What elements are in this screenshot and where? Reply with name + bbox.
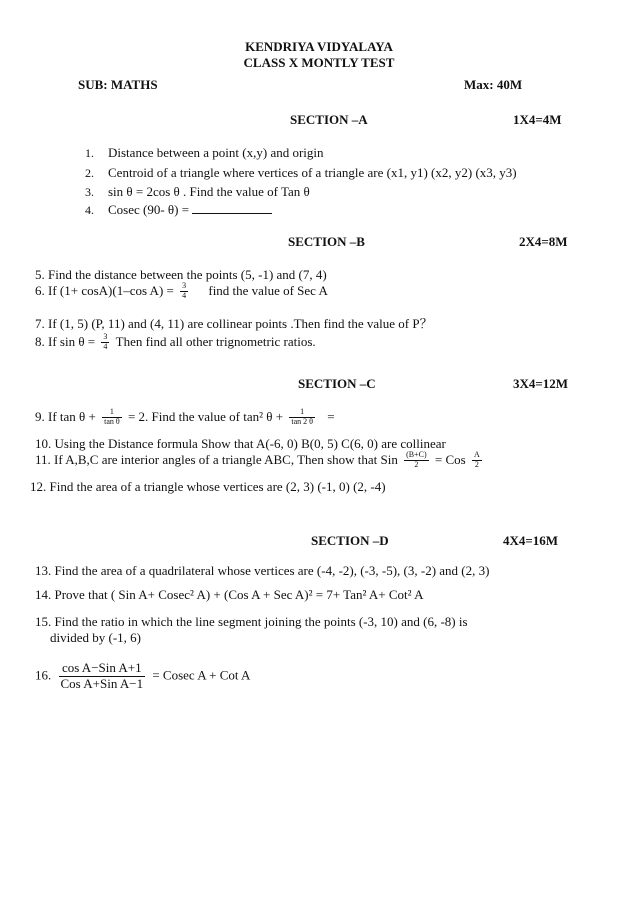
- q4-text: Cosec (90- θ) =: [108, 202, 190, 217]
- section-d-marks: 4X4=16M: [503, 533, 559, 548]
- q1-text: Distance between a point (x,y) and origin: [108, 145, 324, 160]
- school-name: KENDRIYA VIDYALAYA: [245, 39, 393, 54]
- q9-text-end: =: [327, 409, 335, 424]
- q11-fraction-2: $\frac{A}{2}$: [473, 450, 480, 469]
- q10-text: 10. Using the Distance formula Show that A(-6, 0) B(0, 5) C(6, 0) are collinear: [35, 436, 446, 451]
- q6-text: 6. If (1+ cosA)(1–cos A) =: [35, 283, 174, 298]
- q2-text: Centroid of a triangle where vertices of a triangle are (x1, y1) (x2, y2) (x3, y3): [108, 165, 517, 180]
- q3-text: sin θ = 2cos θ . Find the value of Tan θ: [108, 184, 310, 199]
- q9-fraction-2: $\frac{1}{\tan 2 \theta}$: [291, 407, 313, 426]
- section-a-title: SECTION –A: [290, 112, 368, 127]
- q16-text-end: = Cosec A + Cot A: [152, 667, 251, 683]
- q8-text-end: Then find all other trignometric ratios.: [115, 334, 316, 349]
- q1-number: 1.: [85, 146, 94, 160]
- q14-text: 14. Prove that ( Sin A+ Cosec² A) + (Cos A + Sec A)² = 7+ Tan² A+ Cot² A: [35, 587, 424, 602]
- q11-text: 11. If A,B,C are interior angles of a triangle ABC, Then show that Sin: [35, 452, 398, 467]
- q8-fraction: $\frac{3}{4}$: [103, 332, 108, 351]
- q6-text-end: find the value of Sec A: [208, 283, 328, 298]
- q6-line: [35, 283, 328, 301]
- section-b-marks: 2X4=8M: [519, 234, 568, 249]
- q11-line: [35, 452, 485, 470]
- q15-text-line1: 15. Find the ratio in which the line segment joining the points (-3, 10) and (6, -8) is: [35, 614, 468, 629]
- q11-text-mid: = Cos: [434, 452, 466, 467]
- q7-text: 7. If (1, 5) (P, 11) and (4, 11) are collinear points .Then find the value of P？: [35, 316, 433, 331]
- subject-label: SUB: MATHS: [78, 77, 158, 92]
- max-marks: Max: 40M: [464, 77, 523, 92]
- q9-text: 9. If tan θ +: [35, 409, 96, 424]
- q12-text: 12. Find the area of a triangle whose vertices are (2, 3) (-1, 0) (2, -4): [30, 479, 386, 494]
- q2-number: 2.: [85, 166, 94, 180]
- q15-text-line2: divided by (-1, 6): [50, 630, 141, 645]
- q9-line: [35, 409, 335, 427]
- test-title: CLASS X MONTLY TEST: [243, 55, 395, 70]
- section-a-marks: 1X4=4M: [513, 112, 562, 127]
- section-c-title: SECTION –C: [298, 376, 376, 391]
- q13-text: 13. Find the area of a quadrilateral whose vertices are (-4, -2), (-3, -5), (3, -2) and (2, 3): [35, 563, 490, 578]
- q11-fraction-1: $\frac{(B+C)}{2}$: [406, 450, 427, 469]
- q6-fraction: $\frac{3}{4}$: [182, 281, 187, 300]
- section-b-title: SECTION –B: [288, 234, 365, 249]
- q16-fraction: $\frac{\text{cos A−Sin A+1}}{\text{Cos A+Sin A−1}}$: [60, 660, 144, 691]
- answer-blank: [192, 203, 272, 214]
- q3-number: 3.: [85, 185, 94, 199]
- q8-line: [35, 334, 316, 352]
- q5-text: 5. Find the distance between the points (5, -1) and (7, 4): [35, 267, 327, 282]
- section-d-title: SECTION –D: [311, 533, 389, 548]
- q9-fraction-1: $\frac{1}{\text{tan θ}}$: [104, 407, 120, 426]
- q9-text-mid: = 2. Find the value of tan² θ +: [127, 409, 284, 424]
- q16-number: 16.: [35, 667, 52, 683]
- q4-line: [108, 202, 272, 218]
- q8-text: 8. If sin θ =: [35, 334, 96, 349]
- section-c-marks: 3X4=12M: [513, 376, 569, 391]
- q4-number: 4.: [85, 203, 94, 217]
- q16-line: [35, 661, 250, 692]
